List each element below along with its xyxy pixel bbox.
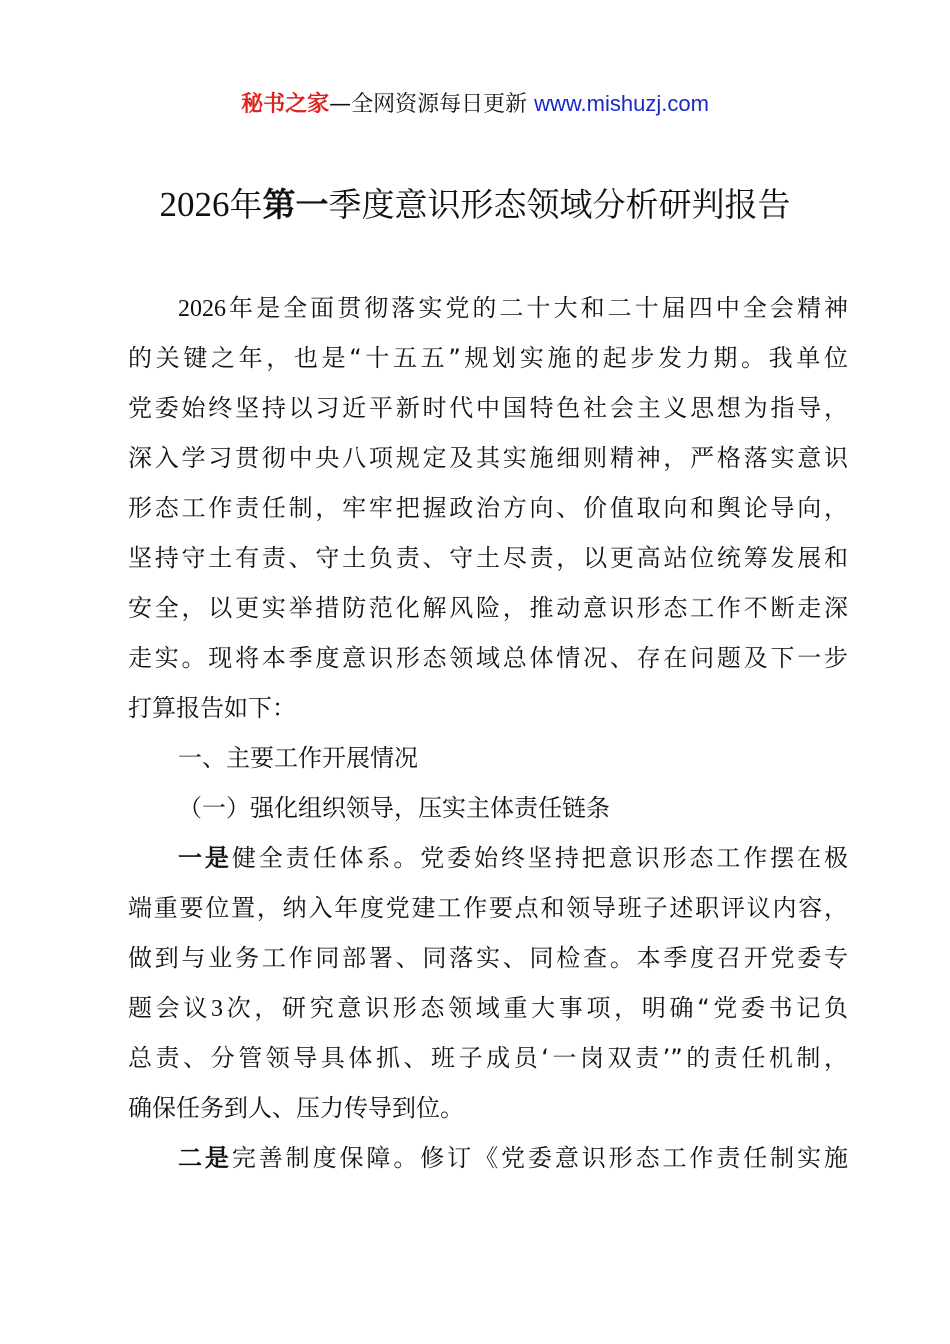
site-brand: 秘书之家	[241, 92, 330, 117]
intro-line-2: 的关键之年，也是“十五五”规划实施的起步发力期。我单位	[128, 344, 848, 372]
site-slogan: —全网资源每日更新	[329, 92, 535, 117]
paragraph-2	[128, 1133, 848, 1183]
intro-line-9: 打算报告如下：	[128, 694, 296, 722]
p1-line-4: 题会议3次，研究意识形态领域重大事项，明确“党委书记负	[128, 994, 848, 1022]
intro-line-5: 形态工作责任制，牢牢把握政治方向、价值取向和舆论导向，	[128, 494, 848, 522]
intro-line-1: 2026年是全面贯彻落实党的二十大和二十届四中全会精神	[178, 294, 848, 322]
site-header	[0, 88, 950, 121]
intro-paragraph	[128, 283, 848, 733]
intro-line-7: 安全，以更实举措防范化解风险，推动意识形态工作不断走深	[128, 594, 848, 622]
title-bold: 第一	[262, 185, 329, 224]
p1-line-5: 总责、分管领导具体抓、班子成员‘一岗双责’”的责任机制，	[128, 1044, 848, 1072]
p1-line-1: 一是健全责任体系。党委始终坚持把意识形态工作摆在极	[178, 844, 848, 872]
p2-line-1: 二是完善制度保障。修订《党委意识形态工作责任制实施	[178, 1144, 848, 1172]
title-part-1: 年	[229, 185, 263, 224]
subsection-heading-1: （一）强化组织领导，压实主体责任链条	[178, 794, 610, 822]
site-url-link[interactable]: www.mishuzj.com	[534, 91, 709, 116]
document-body	[128, 283, 848, 1183]
p1-line-3: 做到与业务工作同部署、同落实、同检查。本季度召开党委专	[128, 944, 848, 972]
p1-line-6: 确保任务到人、压力传导到位。	[128, 1094, 464, 1122]
document-title	[0, 182, 950, 228]
section-heading-1: 一、主要工作开展情况	[178, 744, 418, 772]
p1-line-2: 端重要位置，纳入年度党建工作要点和领导班子述职评议内容，	[128, 894, 848, 922]
intro-line-3: 党委始终坚持以习近平新时代中国特色社会主义思想为指导，	[128, 394, 848, 422]
intro-line-4: 深入学习贯彻中央八项规定及其实施细则精神，严格落实意识	[128, 444, 848, 472]
intro-line-6: 坚持守土有责、守土负责、守土尽责，以更高站位统筹发展和	[128, 544, 848, 572]
title-year: 2026	[159, 185, 230, 224]
intro-line-8: 走实。现将本季度意识形态领域总体情况、存在问题及下一步	[128, 644, 848, 672]
title-part-2: 季度意识形态领域分析研判报告	[328, 185, 791, 224]
paragraph-1	[128, 833, 848, 1133]
